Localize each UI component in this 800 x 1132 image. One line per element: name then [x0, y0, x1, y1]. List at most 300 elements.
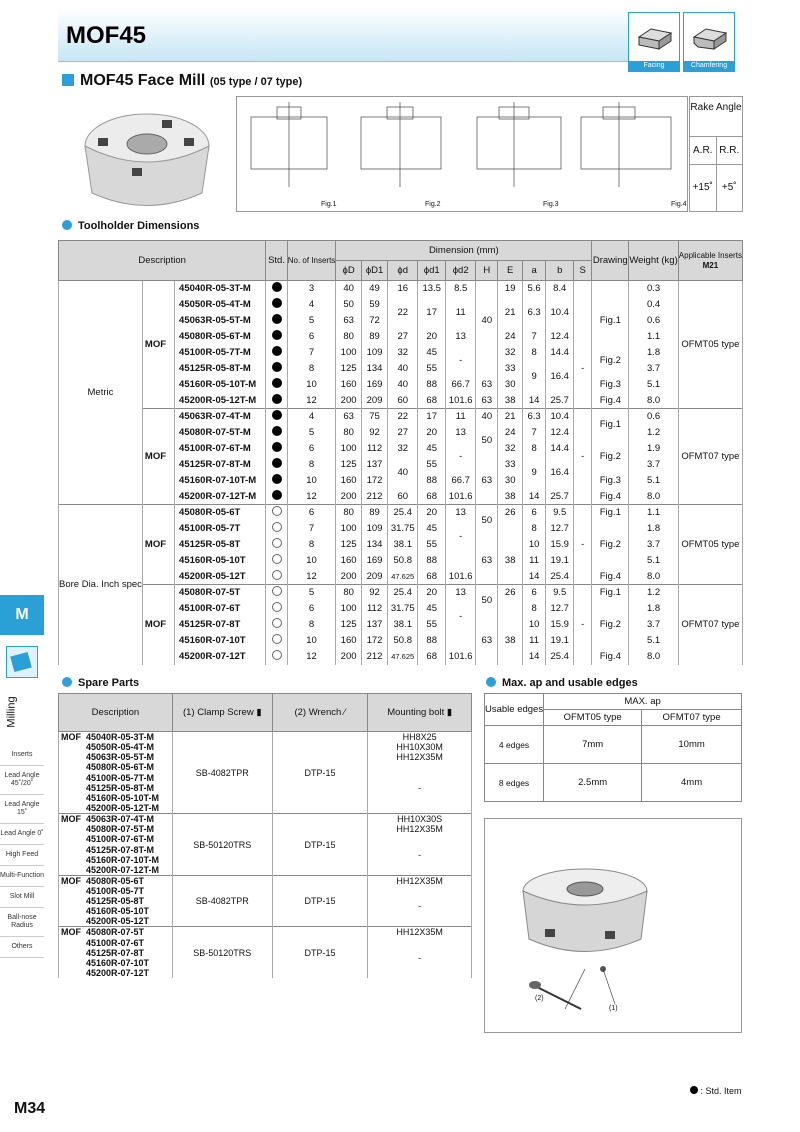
- insert-type-cell: OFMT05 type: [678, 505, 742, 585]
- spare-row: [59, 875, 472, 886]
- dim-a: 10: [522, 537, 545, 553]
- dim-H: 63: [476, 473, 498, 489]
- spare-parts-table: Description (1) Clamp Screw ▮ (2) Wrench ∕ Mounting bolt ▮ MOF 45040R-05-3T-M SB-4082TPR DTP-15 HH8X25 45050R-05-4T-M HH10X30M 45063R-05-5T-M HH12X35M 45080R-05-6T-M - 45100R-05-7T-M 45125R-05-8T-M 45160R-05-10T-M 45200R-05-12T-M MOF 45063R-07-4T-M SB-50120TRS DTP-15 HH10X30S 45080R-07-5T-M HH12X35M 45100R-07-6T-M - 45125R-07-8T-M 45160R-07-10T-M 45200R-07-12T-M MOF 45080R-05-6T SB-4082TPR DTP-15 HH12X35M 45100R-05-7T - 45125R-05-8T 45160R-05-10T 45200R-05-12T MOF 45080R-07-5T SB-50120TRS DTP-15 HH12X35M 45100R-07-6T - 45125R-07-8T 45160R-07-10T 45200R-07-12T: [58, 693, 472, 978]
- dim-a: 14: [522, 649, 545, 665]
- dim-S: -: [574, 441, 592, 473]
- dim-a: 14: [522, 569, 545, 585]
- nonstd-ring-icon: [272, 602, 282, 612]
- dim-d2: 13: [446, 329, 476, 345]
- series-cell: MOF: [142, 409, 174, 505]
- insert-type-cell: OFMT05 type: [678, 281, 742, 409]
- nav-ball-nose[interactable]: Ball-nose Radius: [0, 908, 44, 937]
- std-cell: [266, 569, 287, 585]
- inserts-cell: 10: [287, 633, 336, 649]
- dim-d1: 45: [418, 601, 446, 617]
- dim-a: 7: [522, 329, 545, 345]
- dim-E: 32: [498, 441, 523, 457]
- drawing-cell: Fig.1: [592, 585, 629, 601]
- spare-model: MOF 45080R-07-5T: [59, 927, 173, 938]
- dim-b: 25.7: [546, 393, 574, 409]
- dim-a: 9: [522, 457, 545, 489]
- dim-b: 8.4: [546, 281, 574, 297]
- dim-S: [574, 569, 592, 585]
- dim-S: [574, 553, 592, 569]
- insert-type-cell: OFMT07 type: [678, 409, 742, 505]
- model-code: 45125R-07-8T-M: [175, 457, 266, 473]
- dim-b: 16.4: [546, 457, 574, 489]
- dim-S: [574, 281, 592, 297]
- toolholder-table: Description Std. No. of Inserts Dimension (mm) Drawing Weight (kg) Applicable Inserts M21 ϕD ϕD1 ϕd ϕd1 ϕd2 H E a b S Metric MOF 45040R-05-3T-M 3 40 49 16 13.5 8.5 19 5.6 8.4 0.3 OFMT05 type 45050R-05-4T-M 4 50 59 22 17 11 40 21 6.3 10.4 Fig.1 0.4 45063R-05-5T-M 5 63 72 0.6 45080R-05-6T-M 6 80 89 27 20 13 24 7 12.4 - 1.1 45100R-05-7T-M 7 100 109 32 45 - 32 8 14.4 Fig.2 1.8 45125R-05-8T-M 8 125 134 40 55 33 9 16.4 3.7 45160R-05-10T-M 10 160 169 40 88 66.7 63 30 Fig.3 5.1 45200R-05-12T-M 12 200 209 60 68 101.6 63 38 14 25.7 Fig.4 8.0 MOF 45063R-07-4T-M 4 63 75 22 17 11 40 21 6.3 10.4 Fig.1 0.6 OFMT07 type 45080R-07-5T-M 5 80 92 27 20 13 50 24 7 12.4 1.2 45100R-07-6T-M 6 100 112 32 45 - 32 8 14.4 - Fig.2 1.9 45125R-07-8T-M 8 125 137 40 55 33 9 16.4 3.7 45160R-07-10T-M 10 160 172 88 66.7 63 30 Fig.3 5.1 45200R-07-12T-M 12 200 212 60 68 101.6 38 14 25.7 Fig.4 8.0 Bore Dia. Inch spec MOF 45080R-05-6T 6 80 89 25.4 20 13 50 26 6 9.5 Fig.1 1.1 OFMT05 type 45100R-05-7T 7 100 109 31.75 45 - 8 12.7 Fig.2 1.8 45125R-05-8T 8 125 134 38.1 55 63 38 10 15.9 - 3.7 45160R-05-10T 10 160 169 50.8 88 11 19.1 5.1 45200R-05-12T 12 200 209 47.625 68 101.6 14 25.4 Fig.4 8.0 MOF 45080R-07-5T 5 80 92 25.4 20 13 50 26 6 9.5 Fig.1 1.2 OFMT07 type 45100R-07-6T 6 100 112 31.75 45 - 8 12.7 Fig.2 1.8 45125R-07-8T 8 125 137 38.1 55 63 38 10 15.9 - 3.7 45160R-07-10T 10 160 172 50.8 88 11 19.1 5.1 45200R-07-12T 12 200 212 47.625 68 101.6 14 25.4 Fig.4 8.0: [58, 240, 743, 665]
- spare-model: 45125R-07-8T-M: [59, 845, 173, 855]
- dim-D1: 137: [361, 457, 387, 473]
- std-cell: [266, 393, 287, 409]
- dim-d1: 45: [418, 521, 446, 537]
- dim-D: 160: [336, 553, 362, 569]
- std-bullet-icon: [272, 458, 282, 468]
- dim-a: 11: [522, 553, 545, 569]
- weight-cell: 1.8: [629, 521, 678, 537]
- dim-S: [574, 489, 592, 505]
- dim-d1: 20: [418, 425, 446, 441]
- dim-D: 63: [336, 409, 362, 425]
- dim-S: [574, 313, 592, 329]
- weight-cell: 0.3: [629, 281, 678, 297]
- drawing-cell: Fig.2: [592, 601, 629, 649]
- dim-a: 6: [522, 505, 545, 521]
- inserts-cell: 6: [287, 505, 336, 521]
- max-ap-heading: Max. ap and usable edges: [486, 677, 638, 689]
- model-code: 45200R-07-12T: [175, 649, 266, 665]
- dim-D: 200: [336, 489, 362, 505]
- inserts-cell: 8: [287, 617, 336, 633]
- spare-model: 45200R-05-12T-M: [59, 803, 173, 814]
- spare-model: 45200R-07-12T-M: [59, 865, 173, 876]
- inserts-cell: 7: [287, 521, 336, 537]
- dim-d: 60: [388, 393, 418, 409]
- std-cell: [266, 553, 287, 569]
- weight-cell: 1.2: [629, 585, 678, 601]
- dim-d1: 45: [418, 441, 446, 457]
- weight-cell: 1.1: [629, 329, 678, 345]
- model-code: 45100R-07-6T-M: [175, 441, 266, 457]
- std-bullet-icon: [272, 378, 282, 388]
- dim-a: 6.3: [522, 409, 545, 425]
- dim-d: 31.75: [388, 521, 418, 537]
- model-code: 45125R-05-8T-M: [175, 361, 266, 377]
- dim-a: 8: [522, 601, 545, 617]
- dim-D1: 134: [361, 361, 387, 377]
- weight-cell: 8.0: [629, 489, 678, 505]
- model-code: 45100R-05-7T-M: [175, 345, 266, 361]
- dim-D1: 59: [361, 297, 387, 313]
- dim-S: -: [574, 329, 592, 409]
- spare-model: 45100R-07-6T: [59, 937, 173, 947]
- inserts-cell: 8: [287, 457, 336, 473]
- dim-d2: 101.6: [446, 649, 476, 665]
- model-code: 45125R-05-8T: [175, 537, 266, 553]
- dim-d2: -: [446, 601, 476, 633]
- nonstd-ring-icon: [272, 538, 282, 548]
- dim-a: 14: [522, 393, 545, 409]
- std-bullet-icon: [272, 394, 282, 404]
- nav-multi-function[interactable]: Multi-Function: [0, 866, 44, 887]
- dim-d1: 20: [418, 329, 446, 345]
- nav-high-feed[interactable]: High Feed: [0, 845, 44, 866]
- dim-d1: 55: [418, 537, 446, 553]
- dim-b: 19.1: [546, 633, 574, 649]
- section-title: MOF45 Face Mill (05 type / 07 type): [62, 72, 302, 90]
- std-cell: [266, 457, 287, 473]
- drawing-cell: Fig.3: [592, 473, 629, 489]
- title-banner: [58, 8, 628, 62]
- inserts-cell: 12: [287, 569, 336, 585]
- dim-d2: 101.6: [446, 393, 476, 409]
- spare-model: 45160R-05-10T-M: [59, 793, 173, 803]
- dim-E: 33: [498, 361, 523, 377]
- std-bullet-icon: [272, 330, 282, 340]
- dim-d: 27: [388, 329, 418, 345]
- dim-D1: 172: [361, 633, 387, 649]
- std-bullet-icon: [272, 442, 282, 452]
- std-bullet-icon: [272, 362, 282, 372]
- chamfering-icon: Chamfering: [683, 12, 735, 72]
- weight-cell: 3.7: [629, 457, 678, 473]
- series-cell: MOF: [142, 281, 174, 409]
- dim-E: 38: [498, 393, 523, 409]
- inserts-cell: 5: [287, 313, 336, 329]
- dim-E: 26: [498, 505, 523, 521]
- nav-lead-angle-45[interactable]: Lead Angle 45˚/20˚: [0, 766, 44, 795]
- dim-d2: 13: [446, 505, 476, 521]
- dim-d1: 55: [418, 361, 446, 377]
- dim-d2: [446, 633, 476, 649]
- dim-H: 50: [476, 585, 498, 617]
- spare-model: 45100R-07-6T-M: [59, 834, 173, 844]
- inserts-cell: 12: [287, 649, 336, 665]
- dim-H: 63: [476, 377, 498, 393]
- assembly-illustration: [484, 818, 742, 1033]
- category-cell: Bore Dia. Inch spec: [59, 505, 143, 665]
- table-row: [59, 585, 743, 601]
- dim-a: 7: [522, 425, 545, 441]
- dim-d2: -: [446, 521, 476, 553]
- dim-d1: 20: [418, 505, 446, 521]
- nav-slot-mill[interactable]: Slot Mill: [0, 887, 44, 908]
- dim-H: 63: [476, 393, 498, 409]
- spare-row: [59, 814, 472, 825]
- std-cell: [266, 489, 287, 505]
- section-m-tab[interactable]: M: [0, 595, 44, 635]
- std-cell: [266, 601, 287, 617]
- dim-b: 10.4: [546, 297, 574, 329]
- bolt-cell: HH8X25: [368, 732, 472, 743]
- wrench-cell: DTP-15: [272, 814, 368, 876]
- dim-E: 21: [498, 297, 523, 329]
- inserts-cell: 4: [287, 409, 336, 425]
- inserts-cell: 8: [287, 537, 336, 553]
- inserts-cell: 6: [287, 329, 336, 345]
- nonstd-ring-icon: [272, 522, 282, 532]
- drawing-cell: Fig.4: [592, 569, 629, 585]
- dim-H: [476, 361, 498, 377]
- bolt-cell: HH12X35M: [368, 875, 472, 886]
- dim-D: 100: [336, 441, 362, 457]
- drawing-cell: Fig.2: [592, 521, 629, 569]
- toolholder-heading: Toolholder Dimensions: [62, 220, 199, 232]
- dim-E: 21: [498, 409, 523, 425]
- dim-a: 5.6: [522, 281, 545, 297]
- std-bullet-icon: [272, 426, 282, 436]
- dim-b: 25.7: [546, 489, 574, 505]
- model-code: 45040R-05-3T-M: [175, 281, 266, 297]
- nonstd-ring-icon: [272, 506, 282, 516]
- dim-H: 40: [476, 409, 498, 425]
- bolt-cell: -: [368, 762, 472, 813]
- dim-D: 125: [336, 617, 362, 633]
- dim-D: 40: [336, 281, 362, 297]
- wrench-cell: DTP-15: [272, 875, 368, 927]
- dim-d: 25.4: [388, 505, 418, 521]
- dim-b: 16.4: [546, 361, 574, 393]
- dim-d1: 55: [418, 617, 446, 633]
- dim-D: 200: [336, 649, 362, 665]
- model-code: 45080R-05-6T-M: [175, 329, 266, 345]
- dim-E: 30: [498, 473, 523, 489]
- dim-d2: 11: [446, 297, 476, 329]
- drawing-cell: Fig.2: [592, 345, 629, 377]
- dim-D: 160: [336, 377, 362, 393]
- dim-b: 25.4: [546, 569, 574, 585]
- model-code: 45160R-07-10T: [175, 633, 266, 649]
- model-code: 45063R-05-5T-M: [175, 313, 266, 329]
- screw-icon: ▮: [256, 707, 262, 718]
- dim-a: 10: [522, 617, 545, 633]
- weight-cell: 3.7: [629, 361, 678, 377]
- std-cell: [266, 521, 287, 537]
- dim-S: [574, 633, 592, 649]
- dim-b: 15.9: [546, 537, 574, 553]
- inserts-cell: 10: [287, 377, 336, 393]
- dim-d: 50.8: [388, 553, 418, 569]
- model-code: 45160R-05-10T: [175, 553, 266, 569]
- dim-D1: 209: [361, 393, 387, 409]
- std-cell: [266, 473, 287, 489]
- inserts-cell: 10: [287, 553, 336, 569]
- dim-S: [574, 409, 592, 425]
- table-row: [59, 505, 743, 521]
- dim-D: 63: [336, 313, 362, 329]
- nonstd-ring-icon: [272, 554, 282, 564]
- dim-d: 60: [388, 489, 418, 505]
- table-row: [59, 409, 743, 425]
- dim-H: [476, 345, 498, 361]
- dim-b: 15.9: [546, 617, 574, 633]
- dim-E: [498, 601, 523, 617]
- dim-a: 6.3: [522, 297, 545, 329]
- dim-d2: 8.5: [446, 281, 476, 297]
- dim-H: 63: [476, 537, 498, 585]
- spare-model: 45125R-05-8T: [59, 896, 173, 906]
- weight-cell: 5.1: [629, 377, 678, 393]
- dim-d: 47.625: [388, 649, 418, 665]
- std-cell: [266, 633, 287, 649]
- dim-b: 9.5: [546, 505, 574, 521]
- facing-icon: Facing: [628, 12, 680, 72]
- std-cell: [266, 585, 287, 601]
- model-code: 45100R-05-7T: [175, 521, 266, 537]
- dim-d2: 101.6: [446, 569, 476, 585]
- nav-lead-angle-15[interactable]: Lead Angle 15˚: [0, 795, 44, 824]
- weight-cell: 1.8: [629, 601, 678, 617]
- dim-a: 8: [522, 441, 545, 457]
- std-cell: [266, 409, 287, 425]
- std-cell: [266, 329, 287, 345]
- dim-H: [476, 281, 498, 297]
- std-cell: [266, 617, 287, 633]
- drawing-cell: Fig.4: [592, 649, 629, 665]
- dim-d2: 66.7: [446, 377, 476, 393]
- bolt-cell: HH12X35M: [368, 752, 472, 762]
- face-mill-photo: [62, 98, 232, 213]
- spare-model: 45125R-05-8T-M: [59, 783, 173, 793]
- dim-E: [498, 521, 523, 537]
- nav-others[interactable]: Others: [0, 937, 44, 958]
- dim-D1: 89: [361, 505, 387, 521]
- dim-d: 38.1: [388, 617, 418, 633]
- dim-D: 100: [336, 601, 362, 617]
- nonstd-ring-icon: [272, 586, 282, 596]
- spare-model: 45080R-07-5T-M: [59, 824, 173, 834]
- dim-S: [574, 601, 592, 617]
- spare-model: 45200R-07-12T: [59, 968, 173, 978]
- std-cell: [266, 649, 287, 665]
- wrench-cell: DTP-15: [272, 927, 368, 978]
- dim-d1: 88: [418, 633, 446, 649]
- std-cell: [266, 345, 287, 361]
- dim-d1: 68: [418, 489, 446, 505]
- dim-E: 19: [498, 281, 523, 297]
- dim-H: [476, 489, 498, 505]
- bolt-cell: HH10X30S: [368, 814, 472, 825]
- dim-d2: 13: [446, 425, 476, 441]
- dim-d2: 11: [446, 409, 476, 425]
- dim-E: 32: [498, 345, 523, 361]
- inserts-cell: 12: [287, 393, 336, 409]
- spare-model: MOF 45063R-07-4T-M: [59, 814, 173, 825]
- spare-model: MOF 45040R-05-3T-M: [59, 732, 173, 743]
- spare-model: 45160R-07-10T-M: [59, 855, 173, 865]
- dim-d: 32: [388, 441, 418, 457]
- inserts-cell: 4: [287, 297, 336, 313]
- dim-H: 50: [476, 425, 498, 457]
- dim-D1: 137: [361, 617, 387, 633]
- dim-H: [476, 457, 498, 473]
- weight-cell: 0.4: [629, 297, 678, 313]
- weight-cell: 5.1: [629, 633, 678, 649]
- dim-E: 24: [498, 329, 523, 345]
- weight-cell: 8.0: [629, 393, 678, 409]
- nav-lead-angle-0[interactable]: Lead Angle 0˚: [0, 824, 44, 845]
- dim-D: 125: [336, 457, 362, 473]
- dim-D1: 89: [361, 329, 387, 345]
- dim-b: 25.4: [546, 649, 574, 665]
- drawing-cell: Fig.1: [592, 297, 629, 345]
- dim-D: 80: [336, 505, 362, 521]
- inserts-cell: 10: [287, 473, 336, 489]
- weight-cell: 3.7: [629, 617, 678, 633]
- clamp-screw-cell: SB-4082TPR: [172, 875, 272, 927]
- dim-D: 125: [336, 361, 362, 377]
- std-cell: [266, 425, 287, 441]
- inserts-cell: 12: [287, 489, 336, 505]
- spare-model: MOF 45080R-05-6T: [59, 875, 173, 886]
- model-code: 45200R-05-12T: [175, 569, 266, 585]
- spare-model: 45100R-05-7T: [59, 886, 173, 896]
- bolt-icon: ▮: [446, 707, 453, 718]
- dim-d: 25.4: [388, 585, 418, 601]
- dim-D1: 169: [361, 553, 387, 569]
- dim-a: 8: [522, 345, 545, 361]
- model-code: 45080R-07-5T: [175, 585, 266, 601]
- dim-d: 50.8: [388, 633, 418, 649]
- clamp-screw-cell: SB-4082TPR: [172, 732, 272, 814]
- dim-b: 14.4: [546, 345, 574, 361]
- inserts-cell: 6: [287, 441, 336, 457]
- dim-d2: 13: [446, 585, 476, 601]
- wrench-icon: ∕: [343, 707, 346, 718]
- dim-S: [574, 297, 592, 313]
- model-code: 45160R-05-10T-M: [175, 377, 266, 393]
- dim-D: 200: [336, 569, 362, 585]
- model-code: 45200R-05-12T-M: [175, 393, 266, 409]
- model-code: 45100R-07-6T: [175, 601, 266, 617]
- dim-d: 27: [388, 425, 418, 441]
- dim-b: 9.5: [546, 585, 574, 601]
- dim-d2: [446, 553, 476, 569]
- nav-inserts[interactable]: Inserts: [0, 745, 44, 766]
- dim-D1: 212: [361, 649, 387, 665]
- std-cell: [266, 313, 287, 329]
- weight-cell: 3.7: [629, 537, 678, 553]
- spare-model: 45160R-05-10T: [59, 906, 173, 916]
- weight-cell: 1.1: [629, 505, 678, 521]
- side-nav: [0, 745, 44, 958]
- dim-E: 30: [498, 377, 523, 393]
- drawing-cell: Fig.3: [592, 377, 629, 393]
- model-code: 45080R-05-6T: [175, 505, 266, 521]
- dim-S: -: [574, 617, 592, 633]
- model-code: 45160R-07-10T-M: [175, 473, 266, 489]
- std-bullet-icon: [272, 490, 282, 500]
- wrench-cell: DTP-15: [272, 732, 368, 814]
- dim-E: 38: [498, 617, 523, 665]
- legend: : Std. Item: [690, 1086, 742, 1096]
- dim-D1: 75: [361, 409, 387, 425]
- dim-S: -: [574, 537, 592, 553]
- dimension-drawings: Fig.1 Fig.2 Fig.3 Fig.4: [236, 96, 688, 212]
- dim-D: 100: [336, 521, 362, 537]
- dim-S: [574, 585, 592, 601]
- spare-model: 45063R-05-5T-M: [59, 752, 173, 762]
- dim-b: 12.4: [546, 425, 574, 441]
- page-title: MOF45: [66, 22, 147, 49]
- inserts-cell: 8: [287, 361, 336, 377]
- dim-E: 33: [498, 457, 523, 473]
- dim-b: 12.4: [546, 329, 574, 345]
- nonstd-ring-icon: [272, 650, 282, 660]
- dim-H: 63: [476, 617, 498, 665]
- dim-d1: 45: [418, 345, 446, 361]
